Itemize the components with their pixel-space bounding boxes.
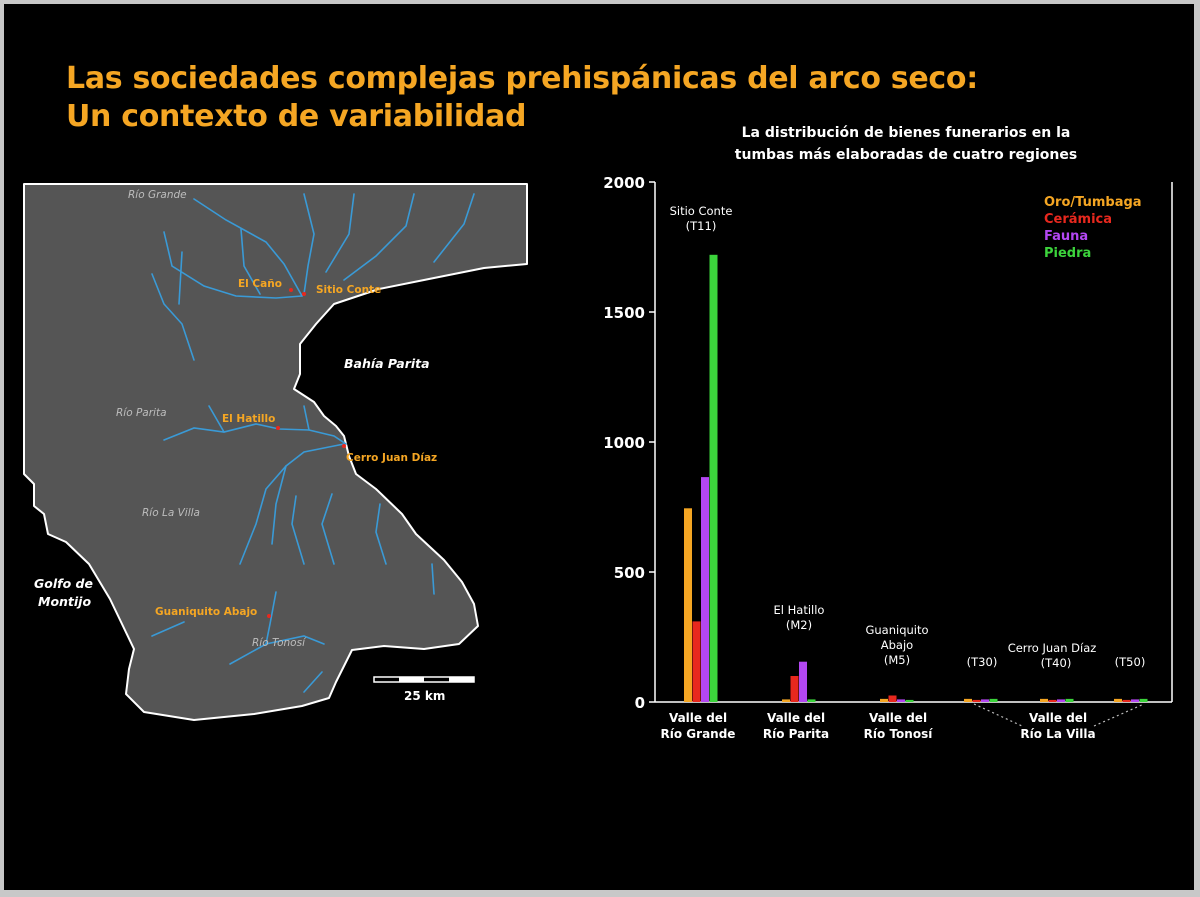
y-tick-label: 1500 <box>603 304 645 322</box>
region-label-0-0: Valle del <box>668 711 728 725</box>
group-label-2-2: (M5) <box>883 653 911 667</box>
site-label-el-hatillo: El Hatillo <box>222 413 276 425</box>
region-labels <box>661 711 1096 741</box>
bar-1-2 <box>799 662 807 702</box>
bar-1-0 <box>782 699 790 702</box>
bar-0-3 <box>710 255 718 702</box>
bar-3-0 <box>964 699 972 702</box>
bar-3-1 <box>973 700 981 702</box>
bar-4-3 <box>1066 699 1074 702</box>
legend <box>1044 195 1142 261</box>
bar-5-1 <box>1123 700 1131 702</box>
bar-0-0 <box>684 508 692 702</box>
chart <box>4 4 1194 890</box>
y-axis <box>603 174 655 712</box>
bar-2-1 <box>889 696 897 703</box>
bar-2-2 <box>897 699 905 702</box>
y-tick-label: 500 <box>613 564 645 582</box>
site-label-guaniquito-abajo: Guaniquito Abajo <box>155 606 258 618</box>
bar-1-3 <box>808 699 816 702</box>
bar-5-2 <box>1131 699 1139 702</box>
site-label-el-cano: El Caño <box>238 278 282 290</box>
legend-item-0: Oro/Tumbaga <box>1044 195 1142 210</box>
water-label-bahia-parita: Bahía Parita <box>344 356 430 371</box>
slide-title-line-1: Las sociedades complejas prehispánicas del arco seco: <box>66 61 978 96</box>
river-label-grande: Río Grande <box>128 189 187 201</box>
bar-2-0 <box>880 699 888 702</box>
y-tick-label: 2000 <box>603 174 645 192</box>
group-label-4-1: (T40) <box>1040 656 1072 670</box>
region-label-2-1: Río Tonosí <box>863 727 933 741</box>
bar-4-0 <box>1040 699 1048 702</box>
legend-item-1: Cerámica <box>1044 212 1113 227</box>
bar-2-3 <box>906 700 914 702</box>
chart-title-line-2: tumbas más elaboradas de cuatro regiones <box>734 147 1078 163</box>
site-label-sitio-conte: Sitio Conte <box>316 284 382 296</box>
river-label-parita: Río Parita <box>116 407 167 419</box>
group-label-0-1: (T11) <box>685 219 717 233</box>
river-label-villa: Río La Villa <box>142 507 200 519</box>
group-label-2-1: Abajo <box>880 638 914 652</box>
legend-item-2: Fauna <box>1044 229 1089 244</box>
site-label-cerro-juan-diaz: Cerro Juan Díaz <box>346 452 438 464</box>
slide-title-line-2: Un contexto de variabilidad <box>66 99 527 134</box>
bar-3-2 <box>981 699 989 702</box>
scale-label: 25 km <box>404 689 446 703</box>
group-label-5-0: (T50) <box>1114 655 1146 669</box>
group-labels <box>670 204 1146 670</box>
group-label-4-0: Cerro Juan Díaz <box>1007 641 1097 655</box>
region-label-0-1: Río Grande <box>660 727 736 741</box>
region-label-1-0: Valle del <box>766 711 826 725</box>
region-label-3-0: Valle del <box>1028 711 1088 725</box>
region-label-2-0: Valle del <box>868 711 928 725</box>
bar-0-1 <box>693 621 701 702</box>
group-label-3-0: (T30) <box>966 655 998 669</box>
region-label-3-1: Río La Villa <box>1020 727 1096 741</box>
chart-title-line-1: La distribución de bienes funerarios en la <box>741 125 1071 141</box>
bar-1-1 <box>791 676 799 702</box>
y-tick-label: 0 <box>634 694 645 712</box>
bar-3-3 <box>990 699 998 702</box>
y-tick-label: 1000 <box>603 434 645 452</box>
river-label-tonosi: Río Tonosí <box>252 637 305 649</box>
region-label-1-1: Río Parita <box>762 727 830 741</box>
group-label-1-1: (M2) <box>785 618 813 632</box>
water-label-golfo-montijo-2: Montijo <box>38 594 92 609</box>
bar-5-3 <box>1140 699 1148 702</box>
legend-item-3: Piedra <box>1044 246 1092 261</box>
group-label-0-0: Sitio Conte <box>669 204 733 218</box>
bar-5-0 <box>1114 699 1122 702</box>
slide <box>4 4 1194 890</box>
group-label-2-0: Guaniquito <box>865 623 929 637</box>
bar-0-2 <box>701 477 709 702</box>
bar-4-1 <box>1049 700 1057 702</box>
group-label-1-0: El Hatillo <box>773 603 825 617</box>
bar-4-2 <box>1057 699 1065 702</box>
water-label-golfo-montijo-1: Golfo de <box>34 576 93 591</box>
